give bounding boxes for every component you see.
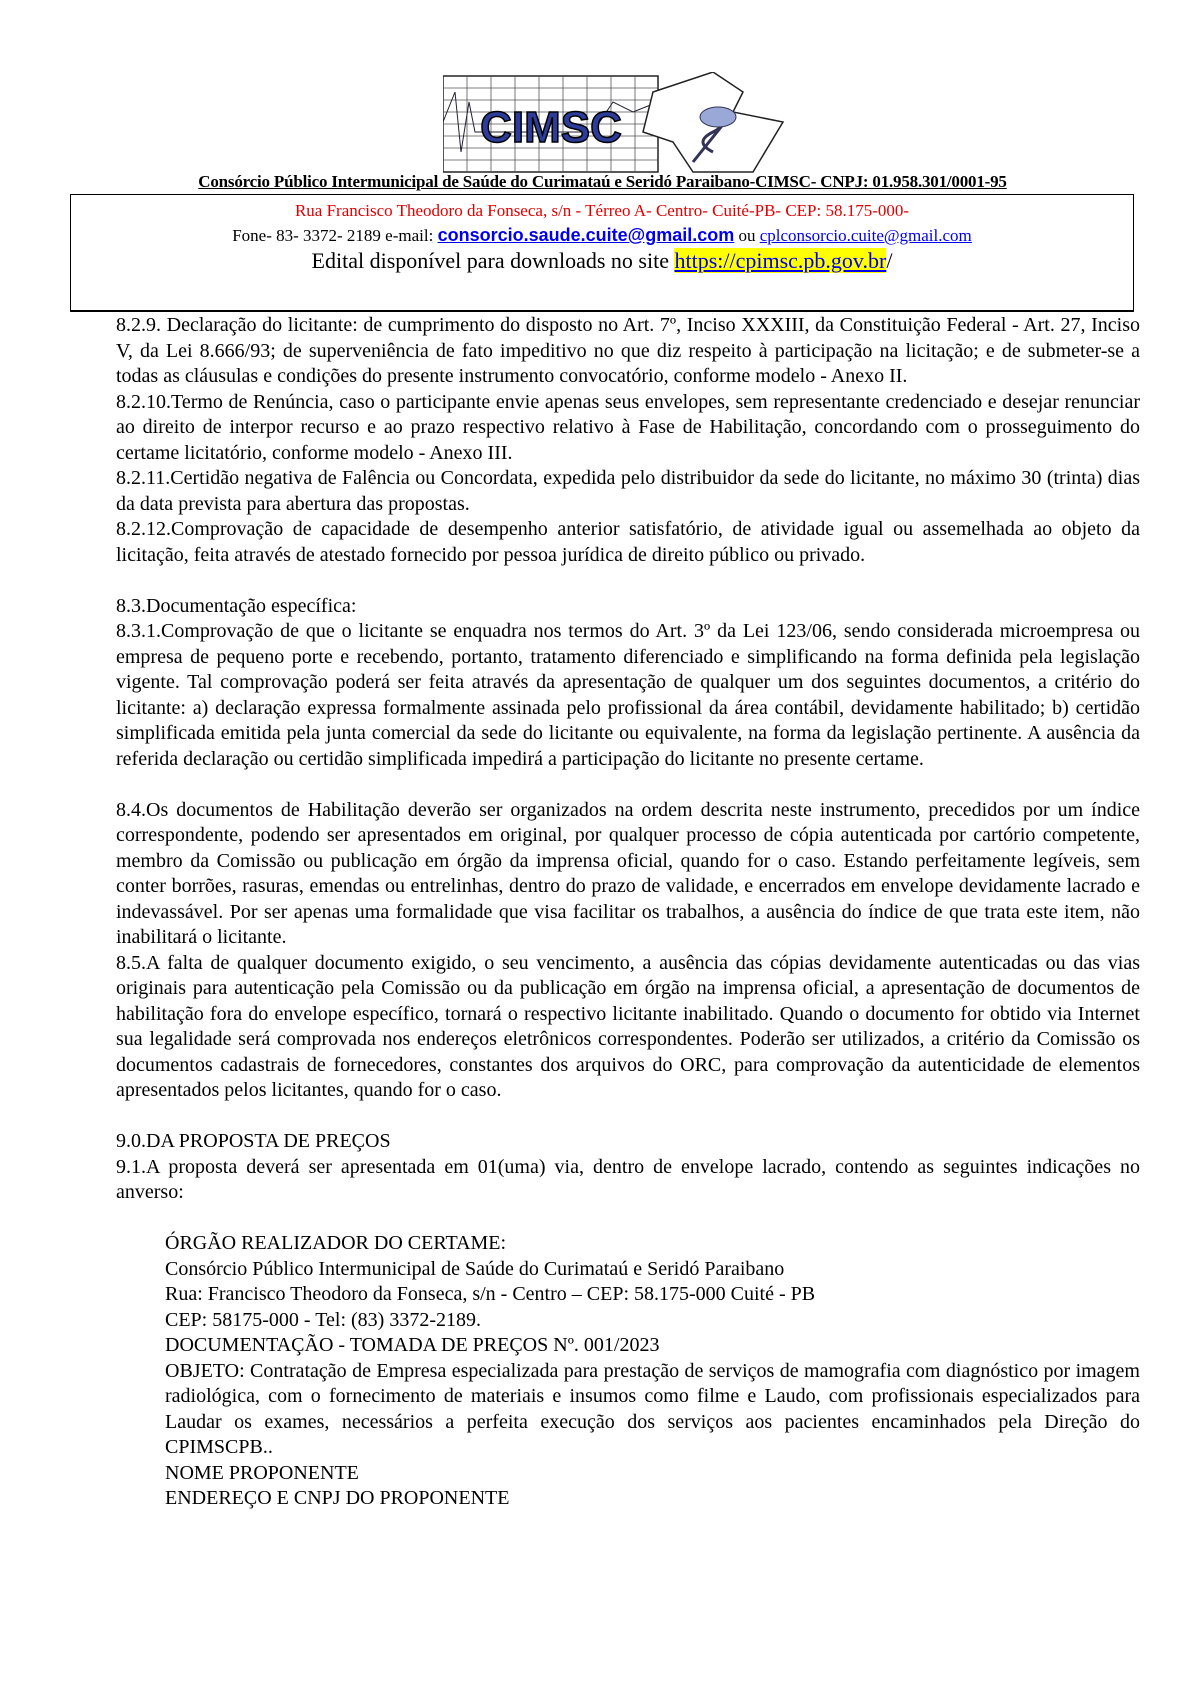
- paragraph-8-5: 8.5.A falta de qualquer documento exigido, o seu vencimento, a ausência das cópias devidamente autenticadas ou das vias originais para autenticação pela Comissão ou da publicação em órgão na imprensa oficial, a apresentação de documentos de habilitação fora do envelope específico, tornará o respectivo licitante inabilitado. Quando o documento for obtido via Internet sua legalidade será comprovada nos endereços eletrônicos correspondentes. Poderão ser utilizados, a critério da Comissão os documentos cadastrais de fornecedores, constantes dos arquivos do ORC, para comprovação da autenticidade de elementos apresentados pelos licitantes, quando for o caso.: [116, 951, 1140, 1101]
- contact-line: [71, 225, 1133, 246]
- edital-text: Edital disponível para downloads no site: [311, 248, 675, 273]
- indication-line: Consórcio Público Intermunicipal de Saúde do Curimataú e Seridó Paraibano: [165, 1257, 785, 1280]
- paragraph-8-2-12: 8.2.12.Comprovação de capacidade de desempenho anterior satisfatório, de atividade igual ou assemelhada ao objeto da licitação, feita através de atestado fornecido por pessoa jurídica de direito público ou privado.: [116, 518, 1140, 566]
- indication-objeto: OBJETO: Contratação de Empresa especializada para prestação de serviços de mamografia com diagnóstico por imagem radiológica, com o fornecimento de materiais e insumos como filme e Laudo, com profissionais especializados para Laudar os exames, necessários a perfeita execução dos serviços aos pacientes encaminhados pela Direção do CPIMSCPB..: [165, 1359, 1140, 1458]
- document-body: [116, 313, 1140, 1512]
- paragraph-8-4: 8.4.Os documentos de Habilitação deverão ser organizados na ordem descrita neste instrumento, precedidos por um índice correspondente, podendo ser apresentados em original, por qualquer processo de cópia autenticada por cartório competente, membro da Comissão ou publicação em órgão da imprensa oficial, quando for o caso. Estando perfeitamente legíveis, sem conter borrões, rasuras, emendas ou entrelinhas, dentro do prazo de validade, e encerrados em envelope devidamente lacrado e indevassável. Por ser apenas uma formalidade que visa facilitar os trabalhos, a ausência do índice de que trata este item, não inabilitará o licitante.: [116, 798, 1140, 948]
- address: Rua Francisco Theodoro da Fonseca, s/n - Térreo A- Centro- Cuité-PB- CEP: 58.175-000-: [294, 201, 910, 220]
- organization-title: Consórcio Público Intermunicipal de Saúde do Curimataú e Seridó Paraibano-CIMSC- CNPJ: 01.958.301/0001-95: [198, 172, 1007, 191]
- edital-line: [71, 248, 1133, 274]
- section-9-0-heading: 9.0.DA PROPOSTA DE PREÇOS: [116, 1130, 391, 1152]
- paragraph-8-2-10: 8.2.10.Termo de Renúncia, caso o participante envie apenas seus envelopes, sem representante credenciado e desejar renunciar ao direito de interpor recurso e ao prazo respectivo relativo à Fase de Habilitação, concordando com o prosseguimento do certame licitatório, conforme modelo - Anexo III.: [116, 390, 1140, 464]
- paragraph-8-2-11: 8.2.11.Certidão negativa de Falência ou Concordata, expedida pelo distribuidor da sede do licitante, no máximo 30 (trinta) dias da data prevista para abertura das propostas.: [116, 467, 1140, 515]
- paragraph-8-3-1: 8.3.1.Comprovação de que o licitante se enquadra nos termos do Art. 3º da Lei 123/06, sendo considerada microempresa ou empresa de pequeno porte e recebendo, portanto, tratamento diferenciado e simplificando na forma definida pela legislação vigente. Tal comprovação poderá ser feita através da apresentação de qualquer um dos seguintes documentos, a critério do licitante: a) declaração expressa formalmente assinada pelo profissional da área contábil, devidamente habilitado; b) certidão simplificada emitida pela junta comercial da sede do licitante ou equivalente, na forma da legislação pertinente. A ausência da referida declaração ou certidão simplificada impedirá a participação do licitante no presente certame.: [116, 620, 1140, 770]
- site-suffix: /: [886, 248, 893, 273]
- header-contact-box: [70, 194, 1134, 312]
- svg-text:CIMSC: CIMSC: [480, 103, 622, 152]
- indication-line: CEP: 58175-000 - Tel: (83) 3372-2189.: [165, 1308, 481, 1331]
- indication-line: ÓRGÃO REALIZADOR DO CERTAME:: [165, 1232, 507, 1254]
- indication-line: ENDEREÇO E CNPJ DO PROPONENTE: [165, 1487, 510, 1509]
- indication-line: Rua: Francisco Theodoro da Fonseca, s/n - Centro – CEP: 58.175-000 Cuité - PB: [165, 1283, 816, 1305]
- site-link[interactable]: https://cpimsc.pb.gov.br: [674, 248, 887, 273]
- indication-line: NOME PROPONENTE: [165, 1461, 359, 1484]
- paragraph-8-2-9: 8.2.9. Declaração do licitante: de cumprimento do disposto no Art. 7º, Inciso XXXIII, da Constituição Federal - Art. 27, Inciso V, da Lei 8.666/93; de superveniência de fato impeditivo no que diz respeito à participação na licitação; e de submeter-se a todas as cláusulas e condições do presente instrumento convocatório, conforme modelo - Anexo II.: [116, 314, 1140, 387]
- email-link-1[interactable]: consorcio.saude.cuite@gmail.com: [437, 225, 735, 245]
- cimsc-logo: [443, 72, 813, 174]
- or-text: ou: [734, 226, 760, 245]
- paragraph-9-1: 9.1.A proposta deverá ser apresentada em 01(uma) via, dentro de envelope lacrado, contendo as seguintes indicações no anverso:: [116, 1155, 1140, 1203]
- email-link-2[interactable]: cplconsorcio.cuite@gmail.com: [759, 226, 972, 245]
- indication-line: DOCUMENTAÇÃO - TOMADA DE PREÇOS Nº. 001/2023: [165, 1334, 660, 1356]
- phone: Fone- 83- 3372- 2189 e-mail:: [232, 226, 438, 245]
- envelope-indications: [116, 1231, 1140, 1512]
- section-8-3-heading: 8.3.Documentação específica:: [116, 594, 357, 617]
